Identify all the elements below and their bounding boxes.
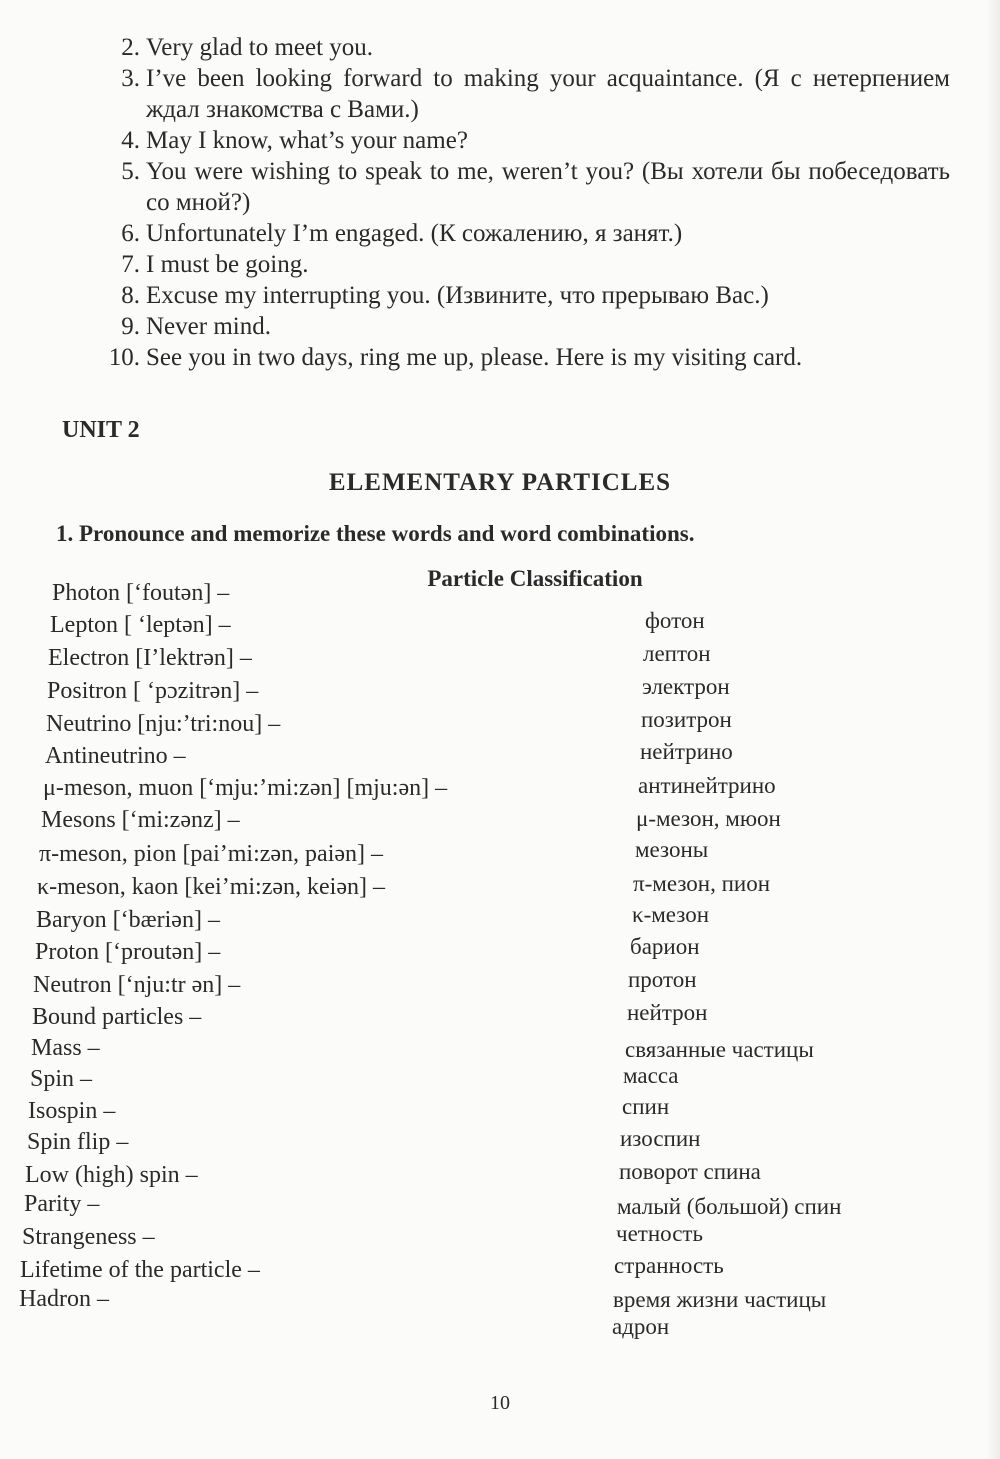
vocab-translation: электрон <box>642 674 730 699</box>
vocab-term: Hadron – <box>19 1286 109 1312</box>
vocab-term: Antineutrino – <box>45 743 186 769</box>
vocab-translation: время жизни частицы <box>613 1287 827 1312</box>
phrase-text: I must be going. <box>146 251 309 278</box>
vocab-term: π-meson, pion [pai’mi:zən, paiən] – <box>39 841 384 867</box>
vocab-term: Mesons [‘mi:zənz] – <box>41 807 240 833</box>
vocab-translation: фотон <box>645 608 705 633</box>
vocab-translation: π-мезон, пион <box>633 871 771 896</box>
vocab-term: Parity – <box>24 1191 100 1217</box>
vocab-term: Neutron [‘nju:tr ən] – <box>33 972 241 998</box>
vocab-translation: мезоны <box>635 837 709 862</box>
vocab-term: Spin – <box>30 1066 93 1092</box>
phrase-text: You were wishing to speak to me, weren’t you? (Вы хотели бы побеседовать со мной?) <box>146 158 950 216</box>
vocab-translation: позитрон <box>641 707 732 732</box>
item-number: 9. <box>121 313 140 340</box>
vocab-translation: странность <box>614 1253 724 1278</box>
vocab-translation: масса <box>623 1063 679 1088</box>
vocab-translation: нейтрон <box>627 1000 708 1025</box>
vocab-term: Neutrino [nju:’tri:nou] – <box>46 711 281 737</box>
item-number: 2. <box>121 34 140 61</box>
phrase-text: I’ve been looking forward to making your acquaintance. (Я с нетерпением ждал знакомства с Вами.) <box>146 65 950 123</box>
vocab-translation: связанные частицы <box>625 1037 814 1062</box>
vocab-term: Electron [I’lektrən] – <box>48 645 252 671</box>
vocab-term: Positron [ ‘pɔzitrən] – <box>47 678 259 704</box>
item-number: 8. <box>121 282 140 309</box>
vocab-translation: четность <box>616 1221 703 1246</box>
phrase-text: Never mind. <box>146 313 271 340</box>
item-number: 10. <box>108 344 140 371</box>
vocab-translation: нейтрино <box>640 739 733 764</box>
sub-heading: Particle Classification <box>427 566 643 591</box>
phrase-text: Very glad to meet you. <box>146 34 374 61</box>
vocab-translation: спин <box>622 1094 670 1119</box>
vocab-term: Baryon [‘bæriən] – <box>36 907 220 933</box>
item-number: 6. <box>121 220 140 247</box>
vocab-term: Lifetime of the particle – <box>20 1257 260 1283</box>
vocab-translation: μ-мезон, мюон <box>636 806 781 831</box>
page-number: 10 <box>490 1392 510 1414</box>
vocab-translation: поворот спина <box>619 1159 761 1184</box>
vocab-term: Photon [‘foutən] – <box>52 580 230 606</box>
vocab-translation: адрон <box>612 1314 670 1339</box>
exercise-heading: 1. Pronounce and memorize these words and word combinations. <box>56 521 695 546</box>
vocab-term: Mass – <box>31 1035 100 1061</box>
vocab-translation: антинейтрино <box>638 773 776 798</box>
section-title: ELEMENTARY PARTICLES <box>328 469 672 496</box>
vocab-translation: лептон <box>643 641 711 666</box>
vocab-term: μ-meson, muon [‘mju:’mi:zən] [mju:ən] – <box>43 775 448 801</box>
vocab-term: Isospin – <box>28 1098 116 1124</box>
phrase-text: Excuse my interrupting you. (Извините, что прерываю Вас.) <box>146 282 769 309</box>
unit-label: UNIT 2 <box>62 417 140 443</box>
item-number: 3. <box>121 65 140 92</box>
vocab-term: Lepton [ ‘leptən] – <box>50 612 231 638</box>
vocab-translation: изоспин <box>620 1126 701 1151</box>
vocab-translation: малый (большой) спин <box>617 1194 842 1219</box>
vocab-term: Strangeness – <box>22 1224 155 1250</box>
vocab-term: κ-meson, kaon [kei’mi:zən, keiən] – <box>37 874 385 900</box>
phrase-text: See you in two days, ring me up, please. Here is my visiting card. <box>146 344 803 371</box>
vocab-term: Spin flip – <box>27 1129 129 1155</box>
vocab-term: Proton [‘proutən] – <box>35 939 221 965</box>
vocab-term: Low (high) spin – <box>25 1162 198 1188</box>
vocab-term: Bound particles – <box>32 1004 202 1030</box>
item-number: 5. <box>121 158 140 185</box>
vocab-translation: κ-мезон <box>632 902 710 927</box>
item-number: 4. <box>121 127 140 154</box>
item-number: 7. <box>121 251 140 278</box>
vocab-translation: протон <box>628 967 697 992</box>
phrase-text: May I know, what’s your name? <box>146 127 468 154</box>
phrase-text: Unfortunately I’m engaged. (К сожалению, я занят.) <box>146 220 683 247</box>
vocab-translation: барион <box>630 934 700 959</box>
page-edge-shadow <box>986 0 1000 1459</box>
